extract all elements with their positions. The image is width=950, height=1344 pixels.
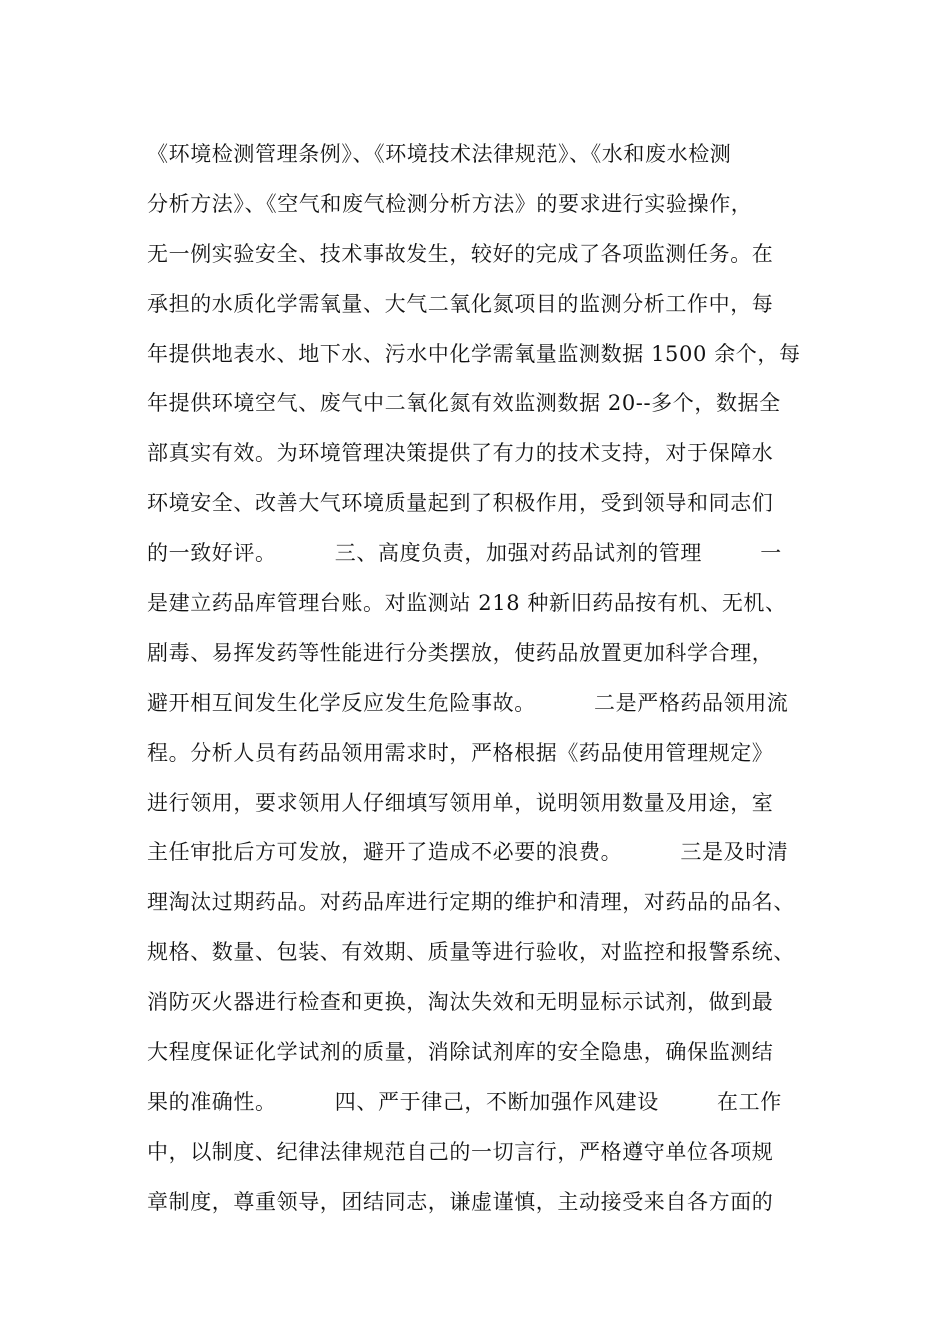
text-line: 环境安全、改善大气环境质量起到了积极作用，受到领导和同志们 (147, 491, 774, 516)
text-line: 主任审批后方可发放，避开了造成不必要的浪费。 三是及时清 (147, 840, 789, 865)
text-line: 是建立药品库管理台账。对监测站 218 种新旧药品按有机、无机、 (147, 591, 787, 616)
text-line: 分析方法》、《空气和废气检测分析方法》的要求进行实验操作， (147, 191, 753, 216)
text-line: 无一例实验安全、技术事故发生，较好的完成了各项监测任务。在 (147, 241, 774, 266)
text-line: 大程度保证化学试剂的质量，消除试剂库的安全隐患，确保监测结 (147, 1040, 774, 1065)
text-line: 年提供地表水、地下水、污水中化学需氧量监测数据 1500 余个，每 (147, 341, 801, 366)
text-line: 果的准确性。 四、严于律己，不断加强作风建设 在工作 (147, 1089, 782, 1114)
text-line: 《环境检测管理条例》、《环境技术法律规范》、《水和废水检测 (147, 142, 732, 166)
text-line: 的一致好评。 三、高度负责，加强对药品试剂的管理 一 (147, 541, 782, 566)
text-line: 消防灭火器进行检查和更换，淘汰失效和无明显标示试剂，做到最 (147, 990, 774, 1015)
body-text (147, 130, 847, 1228)
text-line: 程。分析人员有药品领用需求时，严格根据《药品使用管理规定》 (147, 740, 774, 765)
text-line: 剧毒、易挥发药等性能进行分类摆放，使药品放置更加科学合理， (147, 640, 774, 665)
text-line: 承担的水质化学需氧量、大气二氧化氮项目的监测分析工作中，每 (147, 291, 774, 316)
text-line: 进行领用，要求领用人仔细填写领用单，说明领用数量及用途，室 (147, 790, 774, 815)
text-line: 年提供环境空气、废气中二氧化氮有效监测数据 20--多个，数据全 (147, 391, 781, 416)
text-line: 规格、数量、包装、有效期、质量等进行验收，对监控和报警系统、 (147, 940, 795, 965)
text-line: 避开相互间发生化学反应发生危险事故。 二是严格药品领用流 (147, 690, 789, 715)
text-line: 中，以制度、纪律法律规范自己的一切言行，严格遵守单位各项规 (147, 1139, 774, 1164)
text-line: 理淘汰过期药品。对药品库进行定期的维护和清理，对药品的品名、 (147, 890, 795, 915)
text-line: 章制度，尊重领导，团结同志，谦虚谨慎，主动接受来自各方面的 (147, 1189, 774, 1214)
text-line: 部真实有效。为环境管理决策提供了有力的技术支持，对于保障水 (147, 441, 774, 466)
